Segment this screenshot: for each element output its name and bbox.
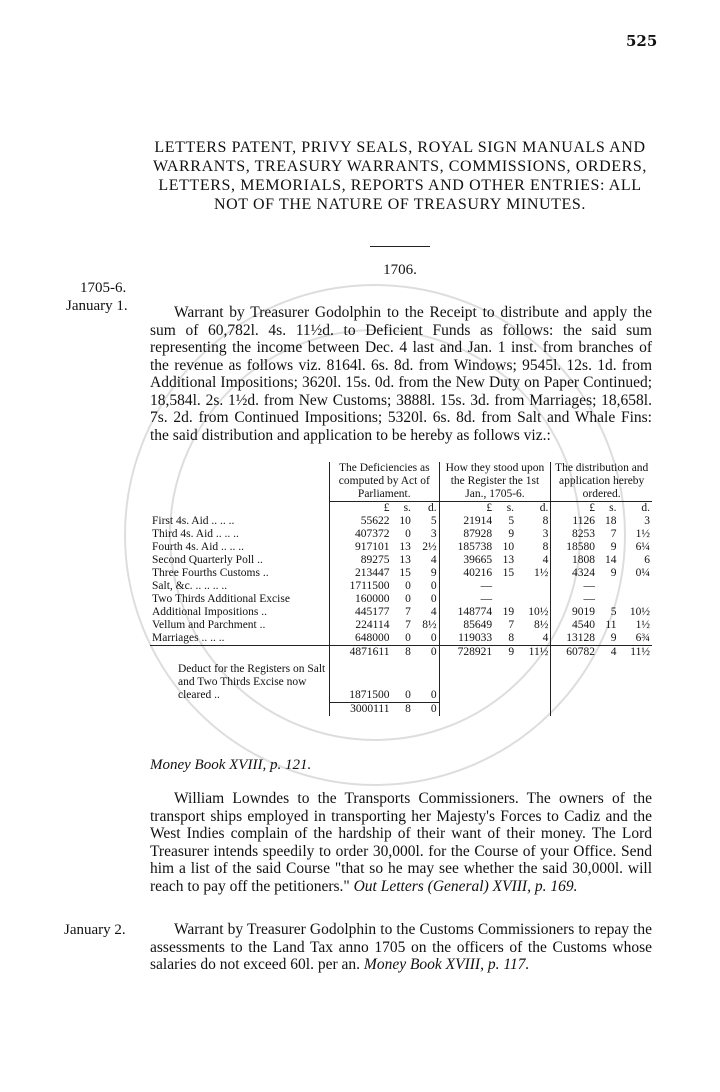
unit-pounds: £ — [439, 502, 494, 516]
cell-c-pounds: 1126 — [551, 515, 597, 528]
cell-b-pounds: 85649 — [439, 619, 494, 632]
cell-b-shillings: 10 — [502, 541, 515, 553]
net-shillings: 8 — [391, 702, 412, 716]
unit-shillings: s. — [506, 502, 515, 514]
row-label: Three Fourths Customs .. — [152, 567, 269, 579]
cell-a-pounds: 89275 — [330, 554, 392, 567]
table-row — [150, 515, 652, 528]
cell-b-pence: 1½ — [533, 567, 549, 579]
cell-b-pence — [516, 580, 551, 593]
table-row — [150, 632, 652, 646]
total-c-pence: 11½ — [618, 646, 652, 660]
cell-b-shillings — [494, 593, 516, 606]
cell-c-shillings: 11 — [605, 619, 617, 631]
year-heading: 1706. — [383, 262, 417, 278]
cell-a-pounds: 445177 — [330, 606, 392, 619]
margin-date-jan-1: January 1. — [66, 298, 128, 314]
lowndes-paragraph — [150, 790, 652, 895]
cell-b-shillings: 7 — [508, 619, 515, 631]
table-row — [150, 528, 652, 541]
cell-a-shillings: 13 — [399, 541, 411, 553]
lowndes-text: William Lowndes to the Transports Commissioners. The owners of the transport ships employed in transporting her Majesty's Forces to Cadiz and the West Indies complain of the hardship of their want of their money. The Lord Treasurer intends speedily to order 30,000l. for the Course of your Office. Send him a list of the said Course "that so he may see whether the said 30,000l. will reach to pay off the petitioners." — [150, 790, 652, 895]
total-row — [150, 646, 652, 660]
cell-a-pounds: 917101 — [330, 541, 392, 554]
customs-text: Warrant by Treasurer Godolphin to the Customs Commissioners to repay the assessments to the Land Tax anno 1705 on the officers of the Customs whose salaries do not exceed 60l. per an. — [150, 921, 652, 973]
table-citation: Money Book XVIII, p. 121. — [150, 757, 312, 773]
total-c-pounds: 60782 — [551, 646, 597, 660]
page-number: 525 — [626, 32, 658, 50]
unit-pence: d. — [427, 502, 437, 514]
deduct-shillings: 0 — [405, 688, 411, 701]
cell-b-pounds: 87928 — [439, 528, 494, 541]
cell-a-pounds: 213447 — [330, 567, 392, 580]
cell-a-pence: 4 — [430, 606, 437, 618]
unit-row — [150, 502, 652, 516]
warrant-paragraph: Warrant by Treasurer Godolphin to the Receipt to distribute and apply the sum of 60,782l. 4s. 11½d. to Deficient Funds as follows: the said sum representing the income between Dec. 4 last and Jan. 1 inst. from branches of the revenue as follows viz. 8164l. 6s. 8d. from Windows; 9545l. 12s. 1d. from Additional Impositions; 3620l. 15s. 0d. from the New Duty on Paper Continued; 18,584l. 2s. 1½d. from New Customs; 3888l. 15s. 3d. from Marriages; 18,658l. 7s. 2d. from Continued Impositions; 5320l. 6s. 8d. from Salt and Whale Fins: the said distribution and application to be hereby as follows viz.: — [150, 304, 652, 444]
cell-c-shillings: 14 — [604, 554, 617, 566]
unit-shillings: s. — [403, 502, 411, 514]
cell-a-pence: 4 — [430, 554, 437, 566]
cell-b-shillings — [494, 580, 516, 593]
cell-a-shillings: 13 — [399, 554, 411, 566]
cell-c-shillings: 9 — [610, 567, 617, 579]
cell-c-pence: 6¾ — [635, 632, 650, 644]
cell-b-pence — [516, 593, 551, 606]
cell-c-shillings: 18 — [604, 515, 617, 527]
cell-b-pounds: — — [439, 593, 494, 606]
row-label: First 4s. Aid .. .. .. — [152, 515, 235, 527]
table-header-row — [150, 462, 652, 502]
cell-b-pence: 3 — [542, 528, 549, 540]
table-row — [150, 554, 652, 567]
cell-c-pounds: 8253 — [551, 528, 597, 541]
cell-a-pounds: 1711500 — [330, 580, 392, 593]
cell-b-pounds: 119033 — [439, 632, 494, 646]
cell-b-pounds: 21914 — [439, 515, 494, 528]
unit-shillings: s. — [609, 502, 617, 514]
table-row — [150, 541, 652, 554]
cell-b-shillings: 19 — [502, 606, 515, 618]
label-header — [150, 462, 330, 502]
deduct-pounds: 1871500 — [330, 659, 392, 702]
cell-b-shillings: 13 — [502, 554, 515, 566]
lowndes-citation: Out Letters (General) XVIII, p. 169. — [353, 877, 578, 895]
cell-c-pounds: 4540 — [551, 619, 597, 632]
row-label: Additional Impositions .. — [152, 606, 267, 618]
cell-c-pence: 10½ — [629, 606, 650, 618]
cell-c-pence: 3 — [644, 515, 650, 527]
cell-c-pounds: 18580 — [551, 541, 597, 554]
deficiencies-table — [150, 462, 652, 716]
cell-b-pence: 10½ — [528, 606, 549, 618]
cell-a-pence: 3 — [430, 528, 437, 540]
cell-b-pounds: 148774 — [439, 606, 494, 619]
margin-year-range: 1705-6. — [80, 280, 127, 296]
cell-c-pence — [618, 580, 652, 593]
table-row — [150, 593, 652, 606]
cell-b-pence: 8 — [542, 541, 549, 553]
row-label: Third 4s. Aid .. .. .. — [152, 528, 239, 540]
customs-paragraph — [150, 921, 652, 974]
cell-c-shillings: 9 — [610, 632, 617, 644]
heading-divider — [370, 246, 430, 247]
section-heading: LETTERS PATENT, PRIVY SEALS, ROYAL SIGN MANUALS AND WARRANTS, TREASURY WARRANTS, COMMISSIONS, ORDERS, LETTERS, MEMORIALS, REPORTS AND OTHER ENTRIES: ALL NOT OF THE NATURE OF TREASURY MINUTES. — [152, 139, 648, 213]
cell-a-shillings: 0 — [405, 528, 411, 540]
row-label: Vellum and Parchment .. — [152, 619, 266, 631]
cell-b-pounds: 185738 — [439, 541, 494, 554]
row-label: Second Quarterly Poll .. — [152, 554, 263, 566]
cell-c-shillings — [597, 593, 619, 606]
cell-a-shillings: 10 — [399, 515, 411, 527]
cell-a-pence: 0 — [430, 580, 437, 592]
net-pounds: 3000111 — [330, 702, 392, 716]
cell-b-pence: 8 — [542, 515, 549, 527]
row-label: Salt, &c. .. .. .. .. — [152, 580, 228, 592]
total-b-shillings: 9 — [494, 646, 516, 660]
cell-c-shillings — [597, 580, 619, 593]
deficiencies-header: The Deficiencies as computed by Act of Parliament. — [330, 462, 440, 502]
cell-b-shillings: 15 — [502, 567, 515, 579]
total-c-shillings: 4 — [597, 646, 619, 660]
cell-a-pence: 8½ — [422, 619, 437, 631]
cell-a-shillings: 7 — [405, 606, 411, 618]
cell-b-pounds: 39665 — [439, 554, 494, 567]
total-a-shillings: 8 — [391, 646, 412, 660]
cell-c-pence: 6 — [644, 554, 650, 566]
unit-pounds: £ — [551, 502, 597, 516]
cell-a-pence: 9 — [430, 567, 437, 579]
row-label: Two Thirds Additional Excise — [152, 593, 290, 605]
cell-a-pence: 5 — [430, 515, 437, 527]
deduct-label: Deduct for the Registers on Salt and Two Thirds Excise now cleared .. — [178, 663, 326, 701]
cell-c-pounds: — — [551, 580, 597, 593]
cell-a-pounds: 224114 — [330, 619, 392, 632]
margin-date-jan-2: January 2. — [64, 922, 126, 938]
cell-b-pence: 8½ — [533, 619, 549, 631]
cell-a-shillings: 15 — [399, 567, 411, 579]
unit-pence: d. — [539, 502, 549, 514]
net-pence: 0 — [413, 702, 439, 716]
cell-b-pence: 4 — [542, 632, 549, 644]
deduct-row — [150, 659, 652, 702]
cell-c-shillings: 7 — [610, 528, 617, 540]
cell-c-pence — [618, 593, 652, 606]
cell-b-pounds: 40216 — [439, 567, 494, 580]
total-a-pence: 0 — [413, 646, 439, 660]
cell-c-pounds: 13128 — [551, 632, 597, 646]
unit-pounds: £ — [330, 502, 392, 516]
cell-b-pence: 4 — [542, 554, 549, 566]
cell-a-pounds: 648000 — [330, 632, 392, 646]
total-a-pounds: 4871611 — [330, 646, 392, 660]
cell-b-shillings: 8 — [508, 632, 515, 644]
cell-b-pounds: — — [439, 580, 494, 593]
cell-c-pounds: — — [551, 593, 597, 606]
cell-b-shillings: 9 — [508, 528, 515, 540]
net-row — [150, 702, 652, 716]
cell-c-shillings: 5 — [610, 606, 617, 618]
cell-c-pence: 0¼ — [635, 567, 650, 579]
cell-c-pence: 1½ — [635, 619, 650, 631]
cell-c-pence: 1½ — [635, 528, 650, 540]
cell-c-pence: 6¼ — [635, 541, 650, 553]
cell-a-shillings: 0 — [405, 580, 411, 592]
table-row — [150, 580, 652, 593]
cell-a-pence: 2½ — [422, 541, 437, 553]
cell-a-pounds: 55622 — [330, 515, 392, 528]
cell-a-shillings: 0 — [405, 593, 411, 605]
cell-c-shillings: 9 — [610, 541, 617, 553]
customs-citation: Money Book XVIII, p. 117. — [363, 956, 530, 973]
row-label: Fourth 4s. Aid .. .. .. — [152, 541, 245, 553]
row-label: Marriages .. .. .. — [152, 632, 225, 644]
register-header: How they stood upon the Register the 1st Jan., 1705-6. — [439, 462, 551, 502]
table-row — [150, 619, 652, 632]
total-b-pounds: 728921 — [439, 646, 494, 660]
cell-a-shillings: 0 — [405, 632, 411, 644]
cell-a-pence: 0 — [430, 593, 437, 605]
distribution-header: The distribution and application hereby ordered. — [551, 462, 652, 502]
table-row — [150, 606, 652, 619]
unit-pence: d. — [641, 502, 650, 514]
cell-a-pounds: 160000 — [330, 593, 392, 606]
cell-a-pence: 0 — [430, 632, 437, 644]
cell-b-shillings: 5 — [508, 515, 515, 527]
table-row — [150, 567, 652, 580]
cell-c-pounds: 4324 — [551, 567, 597, 580]
cell-c-pounds: 9019 — [551, 606, 597, 619]
cell-c-pounds: 1808 — [551, 554, 597, 567]
deduct-pence: 0 — [430, 688, 437, 701]
cell-a-pounds: 407372 — [330, 528, 392, 541]
total-b-pence: 11½ — [516, 646, 551, 660]
cell-a-shillings: 7 — [405, 619, 411, 631]
